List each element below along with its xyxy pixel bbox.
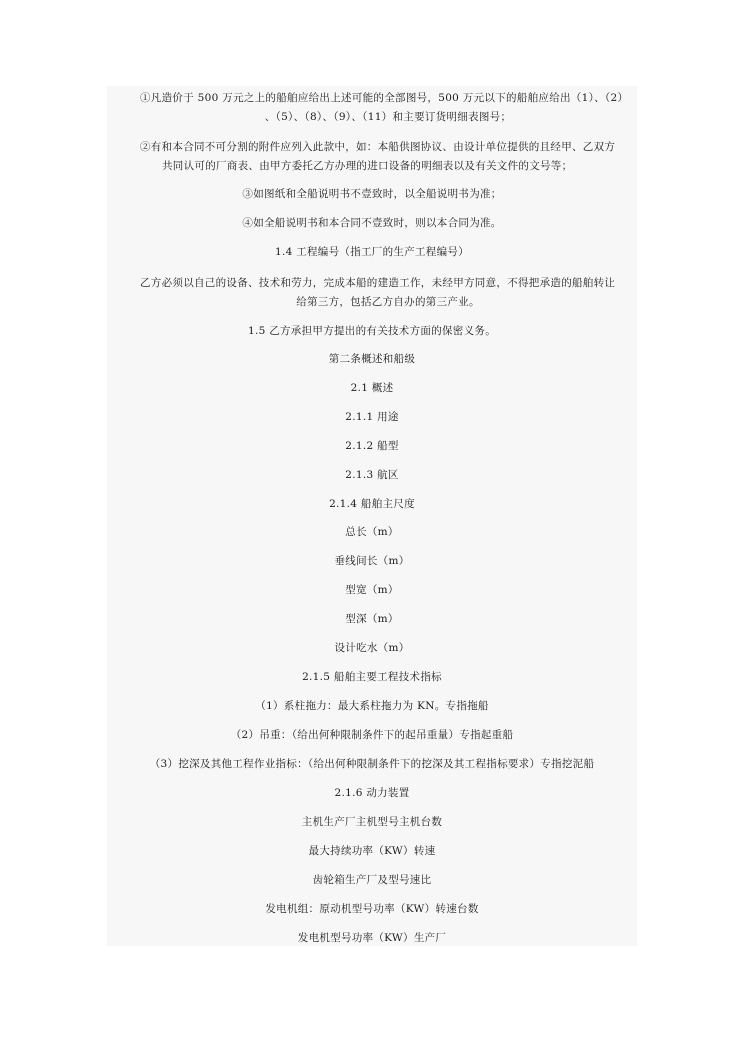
section-heading-2-1-2: 2.1.2 船型 xyxy=(345,440,399,452)
clause-4: ④如全船说明书和本合同不壹致时，则以本合同为准。 xyxy=(242,217,502,229)
dimension-depth: 型深（m） xyxy=(345,613,399,625)
paragraph-drawings-scope xyxy=(140,89,636,127)
section-heading-2-1-5: 2.1.5 船舶主要工程技术指标 xyxy=(302,671,442,683)
indicator-dredging: （3）挖深及其他工程作业指标：（给出何种限制条件下的挖深及其工程指标要求）专指挖泥船 xyxy=(149,758,595,770)
section-heading-1-4: 1.4 工程编号（指工厂的生产工程编号） xyxy=(274,246,470,258)
dimension-draft: 设计吃水（m） xyxy=(334,642,410,654)
power-mcr: 最大持续功率（KW）转速 xyxy=(308,845,436,857)
power-gearbox: 齿轮箱生产厂及型号速比 xyxy=(312,874,432,886)
section-heading-1-5: 1.5 乙方承担甲方提出的有关技术方面的保密义务。 xyxy=(247,325,497,337)
text-line: 共同认可的厂商表、由甲方委托乙方办理的进口设备的明细表以及有关文件的文号等； xyxy=(162,160,573,172)
section-heading-2-1-3: 2.1.3 航区 xyxy=(345,469,399,481)
paragraph-subcontract xyxy=(140,274,636,312)
dimension-loa: 总长（m） xyxy=(345,526,399,538)
article-heading-2: 第二条概述和船级 xyxy=(328,353,416,365)
indicator-lifting: （2）吊重：（给出何种限制条件下的起吊重量）专指起重船 xyxy=(230,729,514,741)
section-heading-2-1-6: 2.1.6 动力装置 xyxy=(334,787,410,799)
dimension-breadth: 型宽（m） xyxy=(345,584,399,596)
text-line: ①凡造价于 500 万元之上的船舶应给出上述可能的全部图号，500 万元以下的船舶应给出（1）、（2） xyxy=(140,92,629,104)
text-line: 、（5）、（8）、（9）、（11）和主要订货明细表图号； xyxy=(264,111,512,123)
paragraph-attachments xyxy=(140,138,636,176)
text-line: ②有和本合同不可分割的附件应列入此款中，如：本船供图协议、由设计单位提供的且经甲、乙双方 xyxy=(140,141,616,153)
power-genset: 发电机组：原动机型号功率（KW）转速台数 xyxy=(265,903,479,915)
power-main-engine: 主机生产厂主机型号主机台数 xyxy=(301,816,443,828)
text-line: 乙方必须以自己的设备、技术和劳力，完成本船的建造工作，未经甲方同意，不得把承造的船舶转让 xyxy=(140,277,616,289)
section-heading-2-1: 2.1 概述 xyxy=(350,382,394,394)
section-heading-2-1-4: 2.1.4 船舶主尺度 xyxy=(329,498,415,510)
power-generator: 发电机型号功率（KW）生产厂 xyxy=(297,932,447,944)
text-line: 给第三方，包括乙方自办的第三产业。 xyxy=(296,296,480,308)
section-heading-2-1-1: 2.1.1 用途 xyxy=(345,411,399,423)
dimension-lpp: 垂线间长（m） xyxy=(334,555,410,567)
clause-3: ③如图纸和全船说明书不壹致时，以全船说明书为准； xyxy=(242,188,502,200)
indicator-bollard-pull: （1）系柱拖力：最大系柱拖力为 KN。专指拖船 xyxy=(255,700,489,712)
